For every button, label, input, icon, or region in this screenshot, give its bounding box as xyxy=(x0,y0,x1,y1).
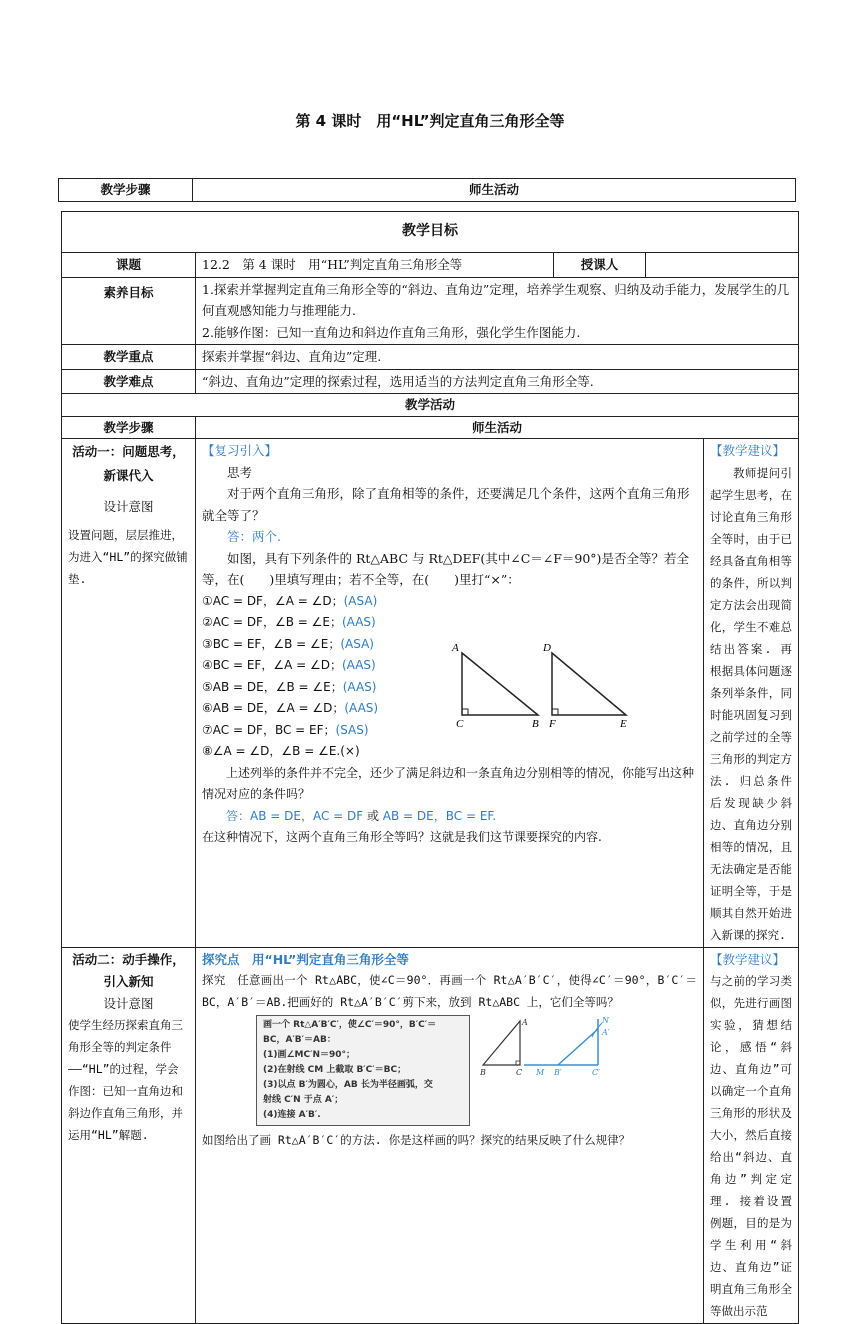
literacy-goals xyxy=(196,277,799,345)
condition-text: ①AC = DF，∠A = ∠D； xyxy=(202,593,344,608)
triangle-figure xyxy=(446,639,636,729)
ans-suffix: AB = DE，BC = EF. xyxy=(378,808,497,823)
condition-text: ⑧∠A = ∠D，∠B = ∠E.(×) xyxy=(202,744,360,758)
review-title: 【复习引入】 xyxy=(202,443,278,458)
drawing-method-figure xyxy=(256,1015,697,1126)
suggest1-title: 【教学建议】 xyxy=(710,443,786,458)
condition-reason: (ASA) xyxy=(340,636,374,651)
explore-point: 探究点 用“HL”判定直角三角形全等 xyxy=(202,951,409,967)
activity2-intent-label: 设计意图 xyxy=(103,995,154,1011)
suggest2-title: 【教学建议】 xyxy=(710,951,786,967)
condition-text: ④BC = EF，∠A = ∠D； xyxy=(202,658,342,672)
ans-or: 或 xyxy=(366,808,379,823)
activity1-intent: 设置问题，层层推进，为进入“HL”的探究做铺垫. xyxy=(68,527,188,586)
triangle-def xyxy=(552,653,626,715)
triangle-abc xyxy=(462,653,538,715)
activity1-left xyxy=(62,439,196,948)
literacy-label: 素养目标 xyxy=(62,277,196,345)
condition-item xyxy=(202,741,697,763)
label-c: C xyxy=(456,718,464,729)
activity2-content xyxy=(196,947,704,1324)
label2-c-prime: C′ xyxy=(592,1068,600,1077)
right-angle-c xyxy=(462,709,468,715)
header-steps: 教学步骤 xyxy=(59,179,193,202)
condition-item xyxy=(202,591,697,613)
condition-reason: (AAS) xyxy=(344,701,379,715)
method-step: (4)连接 A′B′. xyxy=(263,1110,321,1120)
label2-a: A xyxy=(522,1018,528,1027)
teacher-student-label: 师生活动 xyxy=(196,416,799,439)
followup-answer xyxy=(202,806,697,828)
activity2-intent: 使学生经历探索直角三角形全等的判定条件——“HL”的过程，学会作图：已知一直角边和斜边作直角三角形，并运用“HL”解题. xyxy=(68,1018,183,1142)
method-question: 如图给出了画 Rt△A′B′C′的方法. 你是这样画的吗？探究的结果反映了什么规律？ xyxy=(202,1133,631,1147)
label2-c: C xyxy=(516,1068,523,1077)
question-text: 对于两个直角三角形，除了直角相等的条件，还要满足几个条件，这两个直角三角形就全等了？ xyxy=(202,486,690,523)
method-step: BC，A′B′＝AB： xyxy=(263,1035,336,1045)
difficulty-value: “斜边、直角边”定理的探索过程，选用适当的方法判定直角三角形全等. xyxy=(196,369,799,394)
page-title: 第 4 课时 用“HL”判定直角三角形全等 xyxy=(295,112,565,130)
activity1-suggest xyxy=(704,439,799,948)
course-value: 12.2 第 4 课时 用“HL”判定直角三角形全等 xyxy=(196,253,554,278)
label-a: A xyxy=(452,642,459,654)
segment-ab-prime xyxy=(558,1029,598,1065)
steps-label: 教学步骤 xyxy=(62,416,196,439)
label-f: F xyxy=(549,718,556,729)
method-step: (3)以点 B′为圆心，AB 长为半径画弧，交 xyxy=(263,1080,433,1090)
intro-text: 如图，具有下列条件的 Rt△ABC 与 Rt△DEF(其中∠C＝∠F＝90°)是否全等？若全等，在( )里填写理由；若不全等，在( )里打“×”： xyxy=(202,550,689,587)
explore-text: 探究 任意画出一个 Rt△ABC，使∠C＝90°．再画一个 Rt△A′B′C′，使得∠C′＝90°，B′C′＝BC，A′B′＝AB.把画好的 Rt△A′B′C′剪下来，放到 Rt△ABC 上，它们全等吗？ xyxy=(202,973,697,1009)
triangle-abc-2 xyxy=(483,1021,520,1065)
label2-b-prime: B′ xyxy=(554,1068,562,1077)
condition-text: ⑦AC = DF，BC = EF； xyxy=(202,722,336,737)
method-diagram xyxy=(478,1015,628,1091)
method-box xyxy=(256,1015,470,1126)
activity1-content xyxy=(196,439,704,948)
condition-reason: (SAS) xyxy=(335,722,369,737)
condition-text: ⑥AB = DE，∠A = ∠D； xyxy=(202,701,345,715)
key-label: 教学重点 xyxy=(62,345,196,370)
suggest2-text: 与之前的学习类似，先进行画图实验，猜想结论，感悟“斜边、直角边”可以确定一个直角三角形的形状及大小，然后直接给出“斜边、直角边”判定定理. 接着设置例题，目的是为学生利用“斜边、直角边”证明直角三角形全等做出示范 xyxy=(710,974,793,1318)
right-angle-f xyxy=(552,709,558,715)
condition-reason: (AAS) xyxy=(342,679,377,694)
course-label: 课题 xyxy=(62,253,196,278)
method-step: (1)画∠MC′N＝90°； xyxy=(263,1050,356,1060)
answer-text: 答：两个. xyxy=(227,529,281,544)
teacher-label: 授课人 xyxy=(554,253,646,278)
header-activities: 师生活动 xyxy=(193,179,796,202)
label-e: E xyxy=(620,718,627,729)
goals-header: 教学目标 xyxy=(62,212,799,253)
method-step: 射线 C′N 于点 A′； xyxy=(263,1095,344,1105)
method-step: 画一个 Rt△A′B′C′，使∠C′＝90°，B′C′＝ xyxy=(263,1020,437,1030)
method-step: (2)在射线 CM 上截取 B′C′＝BC； xyxy=(263,1065,407,1075)
condition-text: ③BC = EF，∠B = ∠E； xyxy=(202,636,341,651)
lesson-plan-table xyxy=(61,211,799,1324)
activity1-intent-label: 设计意图 xyxy=(103,499,154,514)
condition-reason: (ASA) xyxy=(343,593,378,608)
label2-a-prime: A′ xyxy=(602,1028,610,1037)
condition-item xyxy=(202,612,697,634)
condition-reason: (AAS) xyxy=(341,615,376,629)
activity2-title: 活动二：动手操作，引入新知 xyxy=(72,951,185,989)
condition-reason: (AAS) xyxy=(341,658,376,672)
teacher-value xyxy=(646,253,799,278)
followup-text: 上述列举的条件并不完全，还少了满足斜边和一条直角边分别相等的情况，你能写出这种情况对应的条件吗？ xyxy=(202,765,695,801)
key-value: 探索并掌握“斜边、直角边”定理. xyxy=(196,345,799,370)
label2-m: M xyxy=(536,1068,545,1077)
activity2-suggest xyxy=(704,947,799,1324)
label2-n: N xyxy=(602,1016,609,1025)
condition-text: ②AC = DF，∠B = ∠E； xyxy=(202,615,342,629)
literacy-goal-2: 2.能够作图：已知一直角边和斜边作直角三角形，强化学生作图能力. xyxy=(202,324,581,340)
label-d: D xyxy=(543,642,551,654)
activities-header: 教学活动 xyxy=(62,394,799,417)
label-b: B xyxy=(532,718,539,729)
activity2-left xyxy=(62,947,196,1324)
difficulty-label: 教学难点 xyxy=(62,369,196,394)
think-label: 思考 xyxy=(227,464,253,480)
activity1-title: 活动一：问题思考，新课代入 xyxy=(72,444,185,483)
suggest1-text: 教师提问引起学生思考，在讨论直角三角形全等时，由于已经具备直角相等的条件，所以判定方法会出现简化，学生不难总结出答案. 再根据具体问题逐条列举条件，同时能巩固复习到之前学过的全等三角形的判定方法. 归总条件后发现缺少斜边、直角边分别相等的情况，且无法确定是否能证明全等，于是顺其自然开始进入新课的探究. xyxy=(710,465,793,942)
closing-text: 在这种情况下，这两个直角三角形全等吗？这就是我们这节课要探究的内容. xyxy=(202,830,602,844)
condition-text: ⑤AB = DE，∠B = ∠E； xyxy=(202,679,343,694)
steps-header-table xyxy=(58,178,796,202)
label2-b: B xyxy=(480,1068,486,1077)
ans-prefix: 答：AB = DE，AC = DF xyxy=(226,808,367,823)
literacy-goal-1: 1.探索并掌握判定直角三角形全等的“斜边、直角边”定理，培养学生观察、归纳及动手能力，发展学生的几何直观感知能力与推理能力. xyxy=(202,281,790,318)
